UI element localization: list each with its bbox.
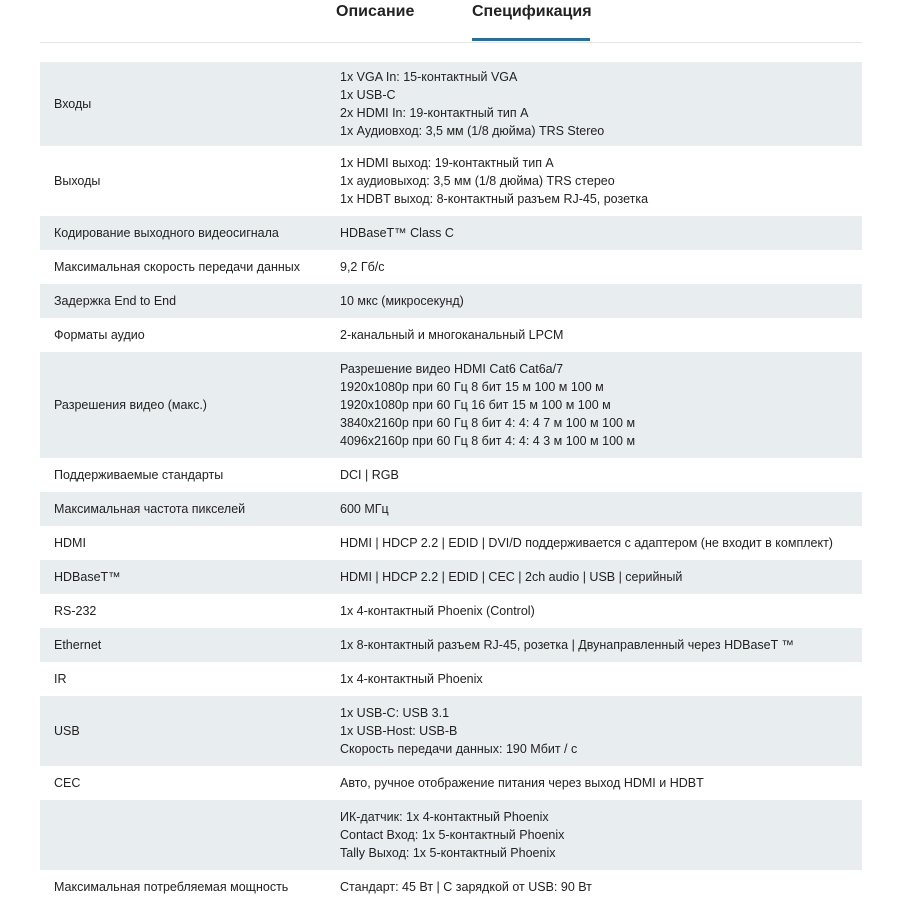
spec-label: IR (54, 672, 67, 686)
tab-description[interactable]: Описание (336, 3, 415, 20)
spec-value (340, 352, 862, 458)
spec-row (40, 492, 862, 526)
spec-label: Кодирование выходного видеосигнала (54, 226, 279, 240)
spec-value-line: 3840x2160p при 60 Гц 8 бит 4: 4: 4 7 м 100 м 100 м (340, 416, 636, 430)
spec-value (340, 662, 862, 696)
spec-value-line: Разрешение видео HDMI Cat6 Cat6a/7 (340, 362, 564, 376)
spec-label: Входы (54, 97, 92, 111)
spec-value-line: 9,2 Гб/с (340, 260, 385, 274)
spec-row (40, 250, 862, 284)
spec-value (340, 870, 862, 904)
spec-value-line: 1x HDBT выход: 8-контактный разъем RJ-45, розетка (340, 192, 649, 206)
spec-label: Максимальная частота пикселей (54, 502, 246, 516)
spec-row (40, 146, 862, 216)
spec-value-line: 1x аудиовыход: 3,5 мм (1/8 дюйма) TRS стерео (340, 174, 615, 188)
spec-label: Форматы аудио (54, 328, 145, 342)
spec-row (40, 870, 862, 904)
spec-row (40, 458, 862, 492)
spec-value-line: HDBaseT™ Class C (340, 226, 454, 240)
spec-table-body (40, 62, 862, 904)
spec-value (340, 696, 862, 766)
spec-label: Ethernet (54, 638, 102, 652)
spec-value (340, 250, 862, 284)
spec-label: USB (54, 724, 80, 738)
spec-row (40, 62, 862, 146)
spec-row (40, 352, 862, 458)
spec-value-line: 1x USB-Host: USB-B (340, 724, 458, 738)
spec-label: RS-232 (54, 604, 97, 618)
spec-value-line: 1x 8-контактный разъем RJ-45, розетка | Двунаправленный через HDBaseT ™ (340, 638, 794, 652)
spec-value-line: 1x 4-контактный Phoenix (340, 672, 483, 686)
spec-label (40, 800, 340, 870)
spec-value-line: Tally Выход: 1x 5-контактный Phoenix (340, 846, 556, 860)
tab-bar (40, 0, 862, 43)
spec-label: Максимальная потребляемая мощность (54, 880, 289, 894)
spec-row (40, 318, 862, 352)
spec-value (340, 216, 862, 250)
spec-value (340, 766, 862, 800)
spec-value-line: Стандарт: 45 Вт | С зарядкой от USB: 90 Вт (340, 880, 592, 894)
spec-value-line: 10 мкс (микросекунд) (340, 294, 464, 308)
spec-label: Задержка End to End (54, 294, 177, 308)
spec-value (340, 318, 862, 352)
spec-row (40, 662, 862, 696)
spec-label: Максимальная скорость передачи данных (54, 260, 301, 274)
spec-row (40, 594, 862, 628)
spec-label: Разрешения видео (макс.) (54, 398, 207, 412)
spec-row (40, 800, 862, 870)
spec-value (340, 62, 862, 146)
spec-value (340, 284, 862, 318)
spec-label: Выходы (54, 174, 101, 188)
spec-value-line: 1x USB-C (340, 88, 396, 102)
spec-value-line: 2x HDMI In: 19-контактный тип А (340, 106, 529, 120)
spec-value (340, 526, 862, 560)
spec-value (340, 458, 862, 492)
spec-row (40, 526, 862, 560)
spec-value-line: 4096x2160p при 60 Гц 8 бит 4: 4: 4 3 м 100 м 100 м (340, 434, 636, 448)
spec-value-line: DCI | RGB (340, 468, 399, 482)
tab-specification[interactable]: Спецификация (472, 3, 592, 20)
spec-row (40, 216, 862, 250)
spec-row (40, 560, 862, 594)
spec-value-line: 1x USB-C: USB 3.1 (340, 706, 450, 720)
spec-row (40, 284, 862, 318)
spec-value-line: 600 МГц (340, 502, 389, 516)
spec-label: Поддерживаемые стандарты (54, 468, 224, 482)
spec-value (340, 800, 862, 870)
spec-value-line: HDMI | HDCP 2.2 | EDID | CEC | 2ch audio | USB | серийный (340, 570, 683, 584)
spec-value-line: 1x 4-контактный Phoenix (Control) (340, 604, 535, 618)
spec-value-line: ИК-датчик: 1x 4-контактный Phoenix (340, 810, 549, 824)
spec-label: HDMI (54, 536, 86, 550)
spec-table (40, 62, 862, 904)
spec-value-line: 2-канальный и многоканальный LPCM (340, 328, 564, 342)
spec-value (340, 628, 862, 662)
spec-value-line: Contact Вход: 1x 5-контактный Phoenix (340, 828, 565, 842)
spec-value-line: 1920x1080p при 60 Гц 8 бит 15 м 100 м 100 м (340, 380, 604, 394)
spec-row (40, 628, 862, 662)
spec-label: CEC (54, 776, 81, 790)
spec-value-line: 1x VGA In: 15-контактный VGA (340, 70, 518, 84)
spec-value-line: 1920x1080p при 60 Гц 16 бит 15 м 100 м 100 м (340, 398, 611, 412)
spec-value (340, 560, 862, 594)
active-tab-indicator (472, 38, 590, 41)
spec-value (340, 146, 862, 216)
spec-row (40, 696, 862, 766)
spec-value-line: HDMI | HDCP 2.2 | EDID | DVI/D поддерживается с адаптером (не входит в комплект) (340, 536, 833, 550)
spec-label: HDBaseT™ (54, 570, 121, 584)
spec-value (340, 492, 862, 526)
spec-value-line: 1x Аудиовход: 3,5 мм (1/8 дюйма) TRS Stereo (340, 124, 605, 138)
spec-value-line: Скорость передачи данных: 190 Мбит / с (340, 742, 578, 756)
spec-value-line: Авто, ручное отображение питания через выход HDMI и HDBT (340, 776, 704, 790)
spec-value (340, 594, 862, 628)
spec-value-line: 1x HDMI выход: 19-контактный тип А (340, 156, 554, 170)
spec-row (40, 766, 862, 800)
